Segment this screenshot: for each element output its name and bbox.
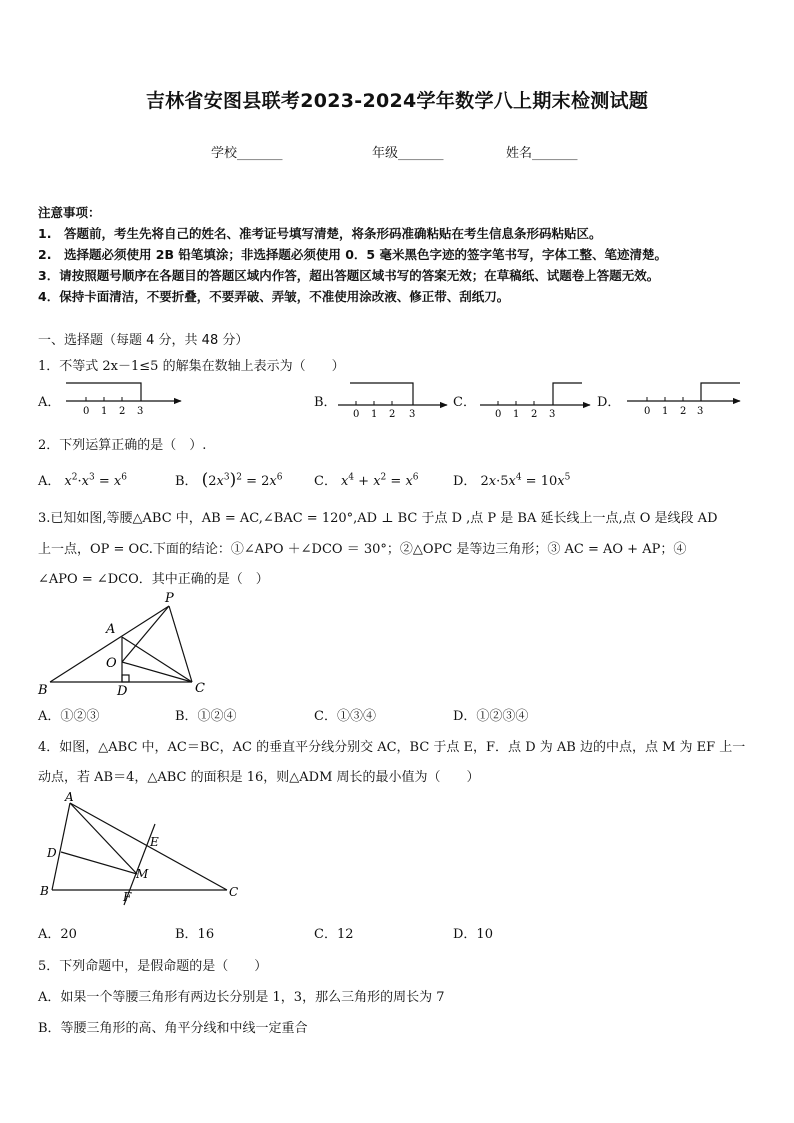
q5-option-a[interactable]: A．如果一个等腰三角形有两边长分别是 1，3，那么三角形的周长为 7 xyxy=(38,990,445,1005)
tick-label: 1 xyxy=(662,406,669,417)
q2-option-d-label: D． xyxy=(453,474,477,489)
q4-option-a[interactable]: A．20 xyxy=(38,927,77,942)
notice-item: 1. 答题前，考生先将自己的姓名、准考证号填写清楚，将条形码准确粘贴在考生信息条形码粘贴区。 xyxy=(38,226,602,241)
q1-option-a-label: A． xyxy=(38,395,61,410)
q3-triangle-figure xyxy=(50,606,192,682)
name-field[interactable]: 姓名_______ xyxy=(506,146,578,161)
q1-numberline-a xyxy=(66,383,181,417)
school-field[interactable]: 学校_______ xyxy=(211,146,283,161)
point-label: C xyxy=(229,885,239,899)
notice-item: 3．请按照题号顺序在各题目的答题区域内作答，超出答题区域书写的答案无效；在草稿纸、试题卷上答题无效。 xyxy=(38,268,660,283)
point-label: P xyxy=(165,591,174,606)
point-label: B xyxy=(38,683,48,698)
q1-stem: 1．不等式 2x－1≤5 的解集在数轴上表示为（ ） xyxy=(38,359,345,374)
point-label: M xyxy=(136,867,149,881)
q3-option-d[interactable]: D．①②③④ xyxy=(453,709,529,724)
page-title: 吉林省安图县联考2023-2024学年数学八上期末检测试题 xyxy=(145,90,649,112)
point-label: A xyxy=(65,790,74,804)
q1-numberline-d xyxy=(627,383,740,417)
q2-option-b[interactable]: B． $(2x^3)^2 = 2x^6$ xyxy=(175,470,283,490)
q1-option-d-label: D． xyxy=(597,395,621,410)
tick-label: 3 xyxy=(697,406,704,417)
q5-stem: 5．下列命题中，是假命题的是（ ） xyxy=(38,959,268,974)
tick-label: 2 xyxy=(531,409,538,420)
point-label: F xyxy=(123,890,132,904)
tick-label: 2 xyxy=(119,406,126,417)
q4-option-b[interactable]: B．16 xyxy=(175,927,215,942)
notice-item: 2. 选择题必须使用 2B 铅笔填涂；非选择题必须使用 0．5 毫米黑色字迹的签字笔书写，字体工整、笔迹清楚。 xyxy=(38,247,667,262)
q4-option-c[interactable]: C．12 xyxy=(314,927,354,942)
point-label: B xyxy=(40,884,49,898)
q1-numberline-b xyxy=(338,383,447,420)
q2-stem: 2．下列运算正确的是（ ）. xyxy=(38,438,207,453)
tick-label: 3 xyxy=(137,406,144,417)
q3-stem-line1: 3.已知如图,等腰△ABC 中，AB = AC,∠BAC = 120°,AD ⊥ BC 于点 D ,点 P 是 BA 延长线上一点,点 O 是线段 AD xyxy=(38,511,718,526)
q4-stem-line1: 4．如图，△ABC 中，AC＝BC，AC 的垂直平分线分别交 AC，BC 于点 E，F．点 D 为 AB 边的中点，点 M 为 EF 上一 xyxy=(38,740,746,755)
tick-label: 0 xyxy=(83,406,90,417)
q3-option-a[interactable]: A．①②③ xyxy=(38,709,100,724)
q4-triangle-figure xyxy=(52,803,227,905)
q3-stem-line3: ∠APO = ∠DCO．其中正确的是（ ） xyxy=(38,572,269,587)
q2-option-d[interactable]: D． $2x\cdot 5x^4 = 10x^5$ xyxy=(453,472,571,489)
tick-label: 1 xyxy=(371,409,378,420)
tick-label: 3 xyxy=(409,409,416,420)
point-label: D xyxy=(117,684,128,699)
q1-numberline-c xyxy=(480,383,590,420)
q2-option-c-label: C． xyxy=(314,474,337,489)
q3-option-c[interactable]: C．①③④ xyxy=(314,709,376,724)
tick-label: 1 xyxy=(101,406,108,417)
point-label: D xyxy=(47,846,57,860)
tick-label: 1 xyxy=(513,409,520,420)
tick-label: 3 xyxy=(549,409,556,420)
tick-label: 2 xyxy=(680,406,687,417)
tick-label: 0 xyxy=(353,409,360,420)
tick-label: 0 xyxy=(495,409,502,420)
notice-item: 4．保持卡面清洁，不要折叠，不要弄破、弄皱，不准使用涂改液、修正带、刮纸刀。 xyxy=(38,289,510,304)
tick-label: 2 xyxy=(389,409,396,420)
tick-label: 0 xyxy=(644,406,651,417)
point-label: C xyxy=(195,681,205,696)
q2-option-a-label: A． xyxy=(38,474,61,489)
q1-option-b-label: B． xyxy=(314,395,337,410)
q3-stem-line2: 上一点，OP = OC.下面的结论：①∠APO ＋∠DCO ＝ 30°；②△OPC 是等边三角形；③ AC = AO + AP；④ xyxy=(38,542,687,557)
point-label: E xyxy=(150,835,159,849)
notice-heading: 注意事项： xyxy=(38,205,101,220)
q2-option-a[interactable]: A． $x^2\cdot x^3 = x^6$ xyxy=(38,472,127,489)
q2-option-b-label: B． xyxy=(175,474,198,489)
point-label: A xyxy=(106,622,116,637)
point-label: O xyxy=(106,656,117,671)
q2-option-c[interactable]: C． $x^4 + x^2 = x^6$ xyxy=(314,472,419,489)
q4-option-d[interactable]: D．10 xyxy=(453,927,493,942)
q5-option-b[interactable]: B．等腰三角形的高、角平分线和中线一定重合 xyxy=(38,1021,308,1036)
section-heading: 一、选择题（每题 4 分，共 48 分） xyxy=(38,333,249,348)
q1-option-c-label: C． xyxy=(453,395,476,410)
q3-option-b[interactable]: B．①②④ xyxy=(175,709,237,724)
q4-stem-line2: 动点，若 AB＝4，△ABC 的面积是 16，则△ADM 周长的最小值为（ ） xyxy=(38,770,480,785)
grade-field[interactable]: 年级_______ xyxy=(372,146,444,161)
